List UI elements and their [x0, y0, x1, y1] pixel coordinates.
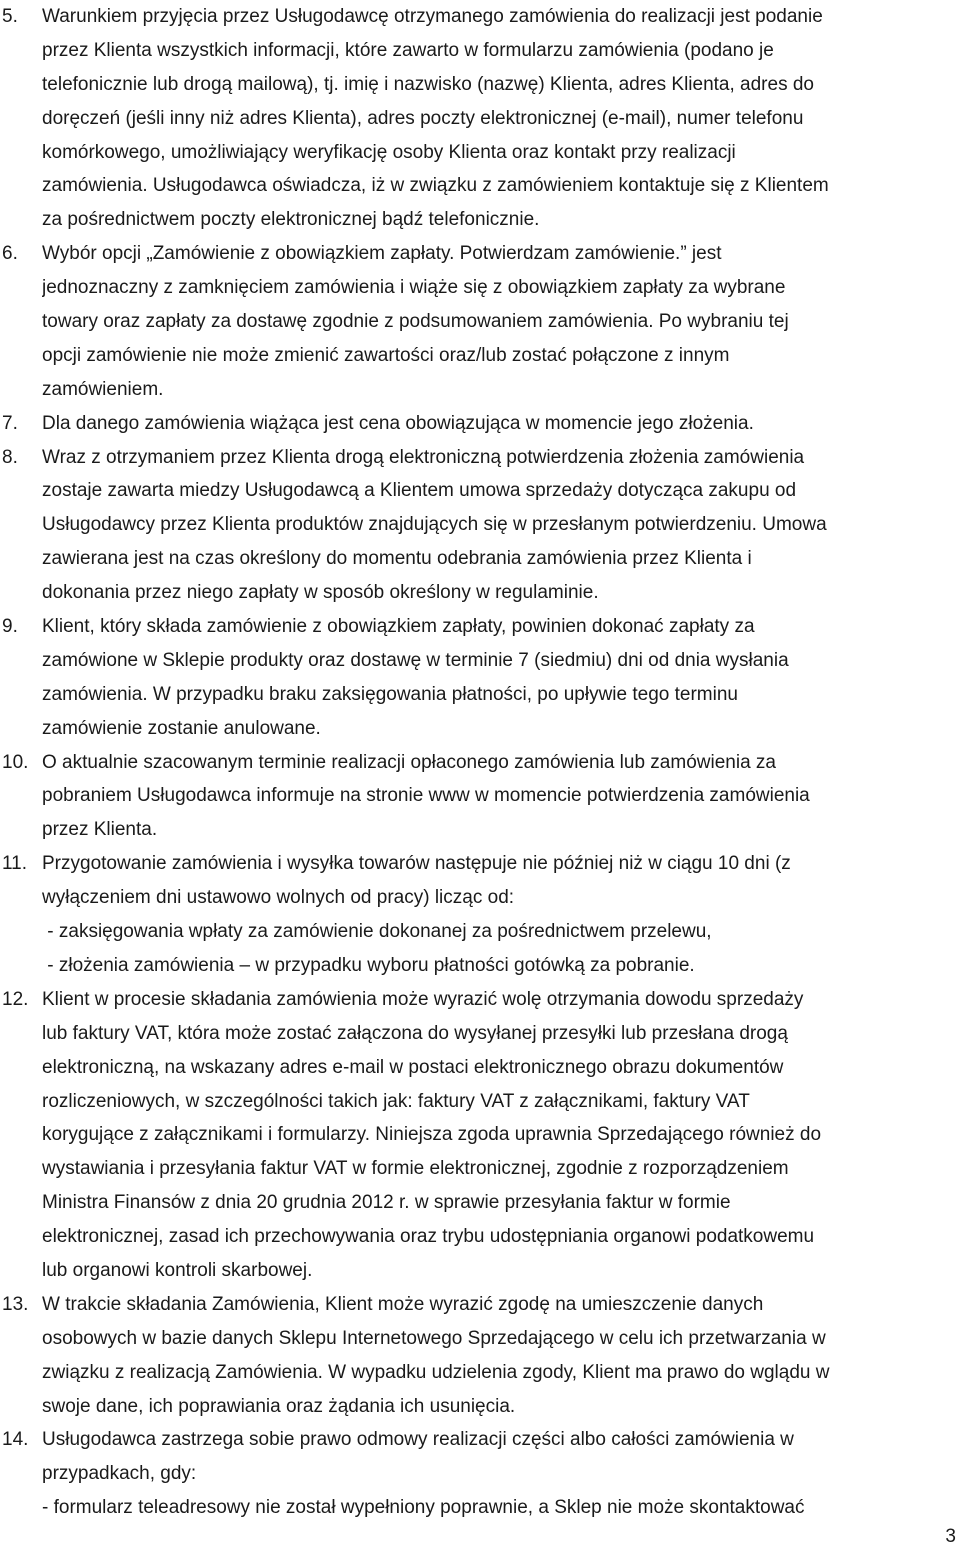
item-text-line: Warunkiem przyjęcia przez Usługodawcę otrzymanego zamówienia do realizacji jest podanie: [42, 6, 823, 27]
item-text-line: W trakcie składania Zamówienia, Klient może wyrazić zgodę na umieszczenie danych: [42, 1293, 764, 1315]
item-text-line: elektroniczną, na wskazany adres e-mail w postaci elektronicznego obrazu dokumentów: [42, 1056, 784, 1078]
item-text-line: pobraniem Usługodawca informuje na stronie www w momencie potwierdzenia zamówienia: [42, 785, 810, 807]
item-text-line: Usługodawca zastrzega sobie prawo odmowy realizacji części albo całości zamówienia w: [42, 1429, 794, 1451]
item-text-line: zamówione w Sklepie produkty oraz dostawę w terminie 7 (siedmiu) dni od dnia wysłania: [42, 649, 789, 671]
item-number: 6.: [2, 243, 18, 265]
item-text-line: zostaje zawarta miedzy Usługodawcą a Klientem umowa sprzedaży dotycząca zakupu od: [42, 480, 797, 502]
list-item: [0, 610, 960, 746]
item-text-line: Dla danego zamówienia wiążąca jest cena obowiązująca w momencie jego złożenia.: [42, 412, 754, 434]
item-text-line: komórkowego, umożliwiający weryfikację osoby Klienta oraz kontakt przy realizacji: [42, 141, 736, 163]
item-text-line: O aktualnie szacowanym terminie realizacji opłaconego zamówienia lub zamówienia za: [42, 751, 776, 773]
item-number: 7.: [2, 412, 18, 434]
item-text-line: dokonania przez niego zapłaty w sposób określony w regulaminie.: [42, 582, 599, 604]
item-text-line: za pośrednictwem poczty elektronicznej bądź telefonicznie.: [42, 209, 540, 231]
item-text-line: wyłączeniem dni ustawowo wolnych od pracy) licząc od:: [42, 887, 515, 909]
item-text-line: przypadkach, gdy:: [42, 1463, 197, 1485]
item-text-line: osobowych w bazie danych Sklepu Internetowego Sprzedającego w celu ich przetwarzania w: [42, 1327, 826, 1349]
item-text-line: zawierana jest na czas określony do momentu odebrania zamówienia przez Klienta i: [42, 548, 752, 570]
item-text-line: lub organowi kontroli skarbowej.: [42, 1259, 313, 1281]
item-number: 5.: [2, 6, 18, 27]
item-text-line: przez Klienta.: [42, 819, 158, 841]
item-number: 13.: [2, 1293, 29, 1315]
list-item: [0, 407, 960, 441]
item-text-line: Usługodawcy przez Klienta produktów znajdujących się w przesłanym potwierdzeniu. Umowa: [42, 514, 827, 536]
item-text-line: swoje dane, ich poprawiania oraz żądania ich usunięcia.: [42, 1395, 516, 1417]
item-text-line: opcji zamówienie nie może zmienić zawartości oraz/lub zostać połączone z innym: [42, 344, 730, 366]
item-number: 10.: [2, 751, 29, 773]
list-item: [0, 847, 960, 983]
item-text-line: zamówienie zostanie anulowane.: [42, 717, 321, 739]
item-text-line: - złożenia zamówienia – w przypadku wyboru płatności gotówką za pobranie.: [42, 954, 695, 976]
item-number: 11.: [2, 853, 28, 875]
item-text-line: lub faktury VAT, która może zostać załączona do wysyłanej przesyłki lub przesłana drogą: [42, 1022, 788, 1044]
list-item: [0, 441, 960, 610]
item-text-line: przez Klienta wszystkich informacji, które zawarto w formularzu zamówienia (podano je: [42, 39, 774, 61]
item-text-line: - zaksięgowania wpłaty za zamówienie dokonanej za pośrednictwem przelewu,: [42, 921, 712, 943]
item-text-line: zamówienia. W przypadku braku zaksięgowania płatności, po upływie tego terminu: [42, 683, 738, 705]
item-text-line: wystawiania i przesyłania faktur VAT w formie elektronicznej, zgodnie z rozporządzeniem: [42, 1158, 789, 1180]
item-number: 12.: [2, 988, 29, 1010]
list-item: [0, 1288, 960, 1424]
item-text-line: telefonicznie lub drogą mailową), tj. imię i nazwisko (nazwę) Klienta, adres Klienta, adres do: [42, 73, 814, 95]
item-text-line: Przygotowanie zamówienia i wysyłka towarów następuje nie później niż w ciągu 10 dni (z: [42, 853, 791, 875]
list-item: [0, 0, 960, 237]
item-number: 9.: [2, 616, 18, 638]
list-item: [0, 746, 960, 848]
item-text-line: Wybór opcji „Zamówienie z obowiązkiem zapłaty. Potwierdzam zamówienie.” jest: [42, 243, 722, 265]
item-text-line: jednoznaczny z zamknięciem zamówienia i wiąże się z obowiązkiem zapłaty za wybrane: [42, 277, 786, 299]
item-text-line: Klient w procesie składania zamówienia może wyrazić wolę otrzymania dowodu sprzedaży: [42, 988, 804, 1010]
item-text-line: korygujące z załącznikami i formularzy. Niniejsza zgoda uprawnia Sprzedającego również do: [42, 1124, 822, 1146]
item-text-line: towary oraz zapłaty za dostawę zgodnie z podsumowaniem zamówienia. Po wybraniu tej: [42, 311, 789, 333]
list-item: [0, 237, 960, 406]
item-text-line: doręczeń (jeśli inny niż adres Klienta), adres poczty elektronicznej (e-mail), numer telefonu: [42, 107, 804, 129]
item-number: 8.: [2, 446, 18, 468]
item-text-line: Wraz z otrzymaniem przez Klienta drogą elektroniczną potwierdzenia złożenia zamówienia: [42, 446, 805, 468]
list-item: [0, 983, 960, 1288]
item-number: 14.: [2, 1429, 29, 1451]
item-text-line: Klient, który składa zamówienie z obowiązkiem zapłaty, powinien dokonać zapłaty za: [42, 616, 755, 638]
item-text-line: - formularz teleadresowy nie został wypełniony poprawnie, a Sklep nie może skontaktować: [42, 1497, 805, 1519]
item-text-line: zamówieniem.: [42, 378, 164, 400]
item-text-line: zamówienia. Usługodawca oświadcza, iż w związku z zamówieniem kontaktuje się z Klientem: [42, 175, 829, 197]
list-item: [0, 1423, 960, 1525]
item-text-line: elektronicznej, zasad ich przechowywania oraz trybu udostępniania organowi podatkowemu: [42, 1226, 815, 1248]
page-number: 3: [945, 1526, 956, 1547]
item-text-line: Ministra Finansów z dnia 20 grudnia 2012 r. w sprawie przesyłania faktur w formie: [42, 1192, 731, 1214]
item-text-line: rozliczeniowych, w szczególności takich jak: faktury VAT z załącznikami, faktury VAT: [42, 1090, 750, 1112]
item-text-line: związku z realizacją Zamówienia. W wypadku udzielenia zgody, Klient ma prawo do wglądu w: [42, 1361, 830, 1383]
